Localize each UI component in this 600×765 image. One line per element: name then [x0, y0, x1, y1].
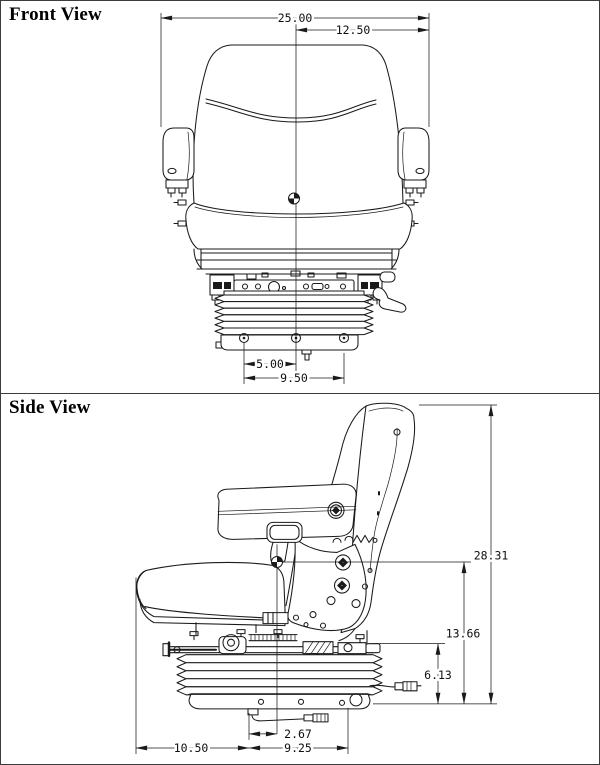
dim-mount-span: 9.25: [284, 740, 312, 755]
dim-cushion-depth: 10.50: [173, 740, 209, 755]
dim-center-to-edge: 12.50: [335, 23, 371, 37]
front-cg-icon: [289, 193, 300, 204]
side-view-drawing: [1, 394, 599, 764]
front-view-title: Front View: [9, 4, 102, 25]
front-adjust-lever: [373, 288, 406, 313]
front-suspension-bellows: [215, 291, 373, 335]
front-cushion: [186, 203, 412, 249]
front-base: [216, 334, 358, 361]
side-armrest: [218, 484, 356, 563]
side-base: [189, 694, 370, 709]
side-cg-icon: [272, 556, 283, 567]
side-gear-rack: [249, 635, 297, 641]
dim-center-to-mount: 5.00: [256, 357, 284, 371]
dim-cg-setback: 2.67: [284, 726, 312, 741]
front-shock-cylinder: [380, 272, 395, 282]
dim-mount-span: 9.50: [280, 371, 308, 385]
side-pan-block: [263, 613, 288, 624]
front-backrest: [193, 45, 403, 203]
side-view-title: Side View: [9, 397, 91, 418]
dim-cg-height: 13.66: [445, 626, 481, 641]
dim-overall-height: 28.31: [473, 548, 509, 563]
dim-overall-width: 25.00: [277, 11, 313, 25]
side-bottom-cable: [248, 709, 328, 722]
side-right-connector: [403, 682, 417, 691]
side-suspension-bellows: [177, 655, 382, 695]
side-bottom-connector: [313, 714, 328, 722]
dim-base-height: 6.13: [424, 667, 452, 682]
side-view-panel: [0, 394, 600, 765]
front-frame-band: [194, 249, 399, 274]
side-cushion: [136, 562, 288, 625]
front-view-drawing: [1, 1, 599, 393]
side-adjuster-handle: [169, 643, 216, 656]
side-armrest-knob: [328, 502, 344, 518]
